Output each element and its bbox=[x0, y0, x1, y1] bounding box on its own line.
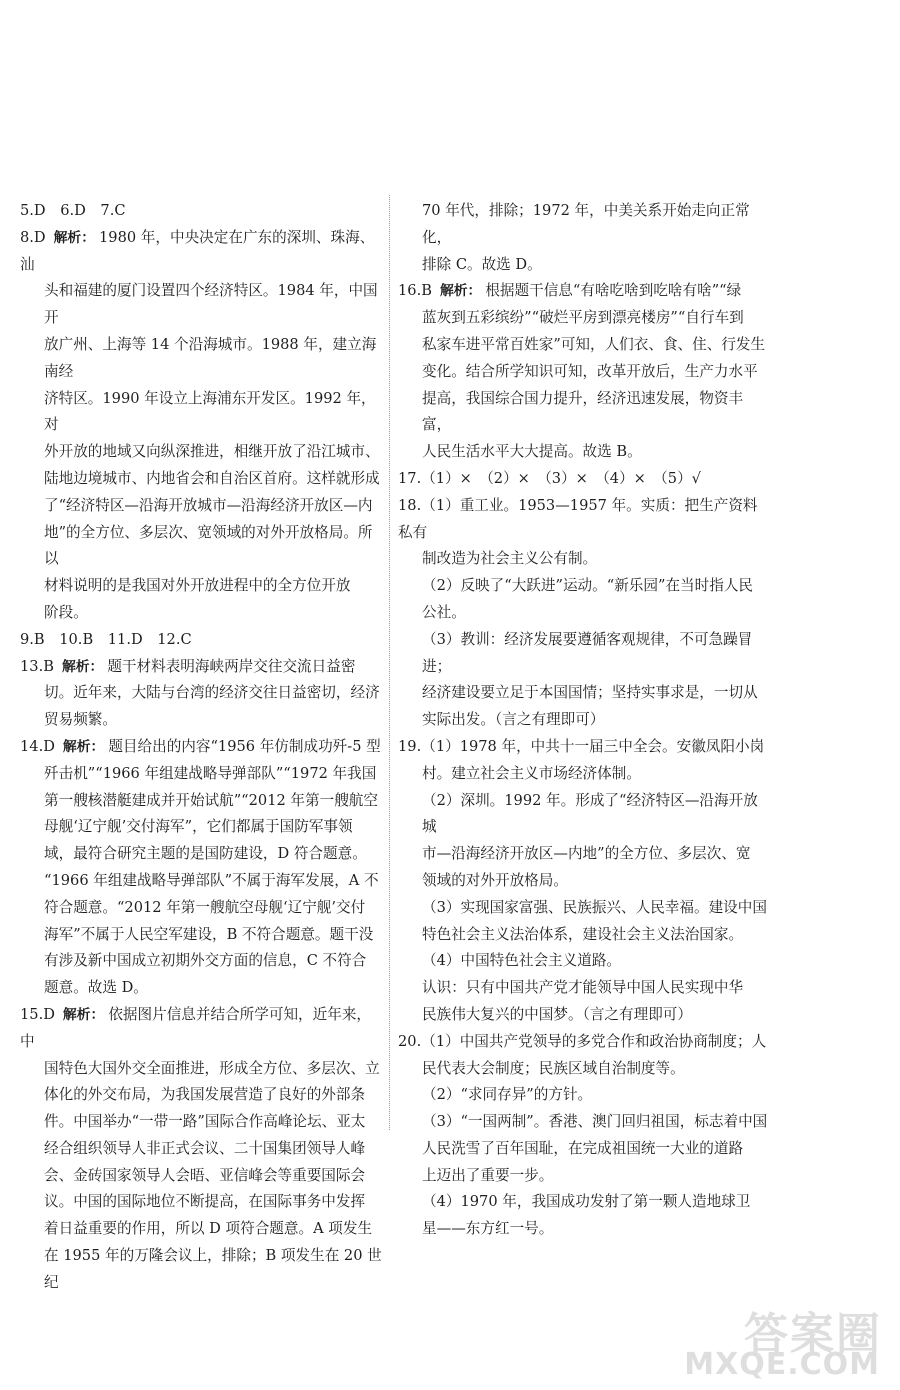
analysis-keyword: 解析： bbox=[62, 1006, 105, 1023]
answer-line: 会、金砖国家领导人会晤、亚信峰会等重要国际会 bbox=[44, 1166, 366, 1184]
answer-item-20 bbox=[398, 1029, 770, 1243]
answer-line: 有涉及新中国成立初期外交方面的信息，C 不符合 bbox=[44, 952, 367, 970]
answer-line: （3）实现国家富强、民族振兴、人民幸福。建设中国 bbox=[422, 898, 767, 916]
analysis-keyword: 解析： bbox=[439, 283, 482, 300]
answer-line: 排除 C。故选 D。 bbox=[422, 255, 542, 273]
answer-line: （3）教训：经济发展要遵循客观规律，不可急躁冒进； bbox=[422, 630, 753, 675]
answer-text: 1980 年，中央决定在广东的深圳、珠海、汕 bbox=[20, 228, 375, 273]
answer-line bbox=[398, 278, 770, 305]
answer-line: 母舰‘辽宁舰’交付海军”，它们都属于国防军事领 bbox=[44, 818, 353, 836]
answer-line: 海军”不属于人民空军建设，B 不符合题意。题干没 bbox=[44, 925, 374, 943]
answer-line: 符合题意。“2012 年第一艘航空母舰‘辽宁舰’交付 bbox=[44, 898, 366, 916]
column-divider bbox=[389, 195, 390, 1130]
answer-line: 切。近年来，大陆与台湾的经济交往日益密切，经济 bbox=[44, 684, 380, 702]
answer-line: （4）中国特色社会主义道路。 bbox=[422, 952, 622, 970]
answer-line: （3）“一国两制”。香港、澳门回归祖国，标志着中国 bbox=[422, 1113, 768, 1131]
answer-line: （2）反映了“大跃进”运动。“新乐园”在当时指人民 bbox=[422, 577, 754, 595]
analysis-keyword: 解析： bbox=[62, 738, 105, 755]
answer-line: 外开放的地域又向纵深推进，相继开放了沿江城市、 bbox=[44, 443, 380, 461]
answer-line bbox=[398, 1029, 770, 1056]
answer-line bbox=[398, 493, 770, 547]
answer-line: 民族伟大复兴的中国梦。（言之有理即可） bbox=[422, 1005, 692, 1023]
answer-item-16 bbox=[398, 278, 770, 466]
answer-line: （2）深圳。1992 年。形成了“经济特区—沿海开放城 bbox=[422, 791, 758, 836]
answer-line: 领域的对外开放格局。 bbox=[422, 871, 568, 889]
answer-line: 济特区。1990 年设立上海浦东开发区。1992 年，对 bbox=[44, 389, 376, 434]
answer-line: 17.（1）× （2）× （3）× （4）× （5）√ bbox=[398, 469, 701, 487]
watermark-text-en: MXQE.COM bbox=[684, 1347, 880, 1382]
answer-number: 13.B bbox=[20, 657, 54, 675]
answer-line: 认识：只有中国共产党才能领导中国人民实现中华 bbox=[422, 979, 744, 997]
answer-line: 贸易频繁。 bbox=[44, 711, 117, 729]
answer-line: 蓝灰到五彩缤纷”“破烂平房到漂亮楼房”“自行车到 bbox=[422, 309, 744, 327]
answer-line: 件。中国举办“一带一路”国际合作高峰论坛、亚太 bbox=[44, 1113, 366, 1131]
answer-line: 变化。结合所学知识可知，改革开放后，生产力水平 bbox=[422, 362, 758, 380]
answer-line: 实际出发。（言之有理即可） bbox=[422, 711, 605, 729]
answer-item-15 bbox=[20, 1002, 382, 1297]
answer-line: 了“经济特区—沿海开放城市—沿海经济开放区—内 bbox=[44, 496, 373, 514]
left-column bbox=[20, 198, 382, 1297]
answer-line: 人民洗雪了百年国耻，在完成祖国统一大业的道路 bbox=[422, 1139, 744, 1157]
answer-line: 第一艘核潜艇建成并开始试航”“2012 年第一艘航空 bbox=[44, 791, 378, 809]
answer-line: 市—沿海经济开放区—内地”的全方位、多层次、宽 bbox=[422, 845, 751, 863]
answer-text: （1）重工业。1953—1957 年。实质：把生产资料私有 bbox=[398, 496, 758, 541]
answer-line: 在 1955 年的万隆会议上，排除；B 项发生在 20 世纪 bbox=[44, 1247, 382, 1291]
answer-line bbox=[398, 734, 770, 761]
answer-line: 着日益重要的作用，所以 D 项符合题意。A 项发生 bbox=[44, 1220, 373, 1238]
analysis-keyword: 解析： bbox=[61, 658, 104, 675]
analysis-keyword: 解析： bbox=[53, 229, 96, 246]
answer-line: 头和福建的厦门设置四个经济特区。1984 年，中国开 bbox=[44, 282, 378, 327]
answer-line: 地”的全方位、多层次、宽领域的对外开放格局。所以 bbox=[44, 523, 373, 568]
answer-line: 人民生活水平大大提高。故选 B。 bbox=[422, 443, 642, 461]
answer-number: 8.D bbox=[20, 228, 46, 246]
answer-line: 9.B 10.B 11.D 12.C bbox=[20, 630, 192, 648]
answer-line: 私家车进平常百姓家”可知，人们衣、食、住、行发生 bbox=[422, 335, 766, 353]
answer-number: 16.B bbox=[398, 282, 432, 300]
answer-number: 20. bbox=[398, 1032, 422, 1050]
answer-line: 经济建设要立足于本国国情；坚持实事求是，一切从 bbox=[422, 684, 758, 702]
answer-item-14 bbox=[20, 734, 382, 1002]
answer-line: 5.D 6.D 7.C bbox=[20, 202, 126, 219]
answer-item-9-12 bbox=[20, 627, 382, 654]
answer-line bbox=[20, 225, 382, 279]
answer-line: 村。建立社会主义市场经济体制。 bbox=[422, 764, 641, 782]
answer-line: 公社。 bbox=[422, 603, 466, 621]
answer-text: 题干材料表明海峡两岸交往交流日益密 bbox=[107, 657, 356, 675]
answer-line bbox=[20, 654, 382, 681]
answer-item-8 bbox=[20, 225, 382, 627]
answer-number: 14.D bbox=[20, 737, 55, 755]
answer-line: （2）“求同存异”的方针。 bbox=[422, 1086, 593, 1104]
answer-line: 域，最符合研究主题的是国防建设，D 符合题意。 bbox=[44, 845, 367, 863]
answer-line: “1966 年组建战略导弹部队”不属于海军发展，A 不 bbox=[44, 871, 379, 889]
answer-line: 体化的外交布局，为我国发展营造了良好的外部条 bbox=[44, 1086, 366, 1104]
answer-item-17 bbox=[398, 466, 770, 493]
answer-line: （4）1970 年，我国成功发射了第一颗人造地球卫 bbox=[422, 1193, 751, 1211]
answer-number: 15.D bbox=[20, 1005, 55, 1023]
answer-line: 陆地边境城市、内地省会和自治区首府。这样就形成 bbox=[44, 469, 380, 487]
answer-item-18 bbox=[398, 493, 770, 734]
answer-line: 经合组织领导人非正式会议、二十国集团领导人峰 bbox=[44, 1139, 366, 1157]
answer-line: 制改造为社会主义公有制。 bbox=[422, 550, 598, 568]
answer-line: 70 年代，排除；1972 年，中美关系开始走向正常化， bbox=[422, 202, 750, 246]
answer-line: 放广州、上海等 14 个沿海城市。1988 年，建立海南经 bbox=[44, 335, 377, 380]
answer-line: 阶段。 bbox=[44, 603, 88, 621]
answer-line bbox=[20, 734, 382, 761]
answer-item-19 bbox=[398, 734, 770, 1029]
answer-line: 议。中国的国际地位不断提高，在国际事务中发挥 bbox=[44, 1193, 366, 1211]
answer-line: 民代表大会制度；民族区域自治制度等。 bbox=[422, 1059, 685, 1077]
answer-item-13 bbox=[20, 654, 382, 734]
answer-text: 根据题干信息“有啥吃啥到吃啥有啥”“绿 bbox=[485, 282, 742, 300]
answer-item-15-cont bbox=[398, 198, 770, 278]
answer-text: 依据图片信息并结合所学可知，近年来，中 bbox=[20, 1005, 372, 1050]
answer-line: 提高，我国综合国力提升，经济迅速发展，物资丰富， bbox=[422, 389, 744, 434]
answer-item-5-7 bbox=[20, 198, 382, 225]
answer-line bbox=[20, 1002, 382, 1056]
answer-text: （1）1978 年，中共十一届三中全会。安徽凤阳小岗 bbox=[421, 737, 765, 755]
answer-line: 国特色大国外交全面推进，形成全方位、多层次、立 bbox=[44, 1059, 380, 1077]
answer-line: 材料说明的是我国对外开放进程中的全方位开放 bbox=[44, 577, 351, 595]
answer-number: 18. bbox=[398, 496, 422, 514]
right-column bbox=[398, 198, 770, 1243]
answer-line: 题意。故选 D。 bbox=[44, 979, 148, 997]
answer-number: 19. bbox=[398, 737, 422, 755]
answer-line: 特色社会主义法治体系，建设社会主义法治国家。 bbox=[422, 925, 744, 943]
answer-line: 星——东方红一号。 bbox=[422, 1220, 554, 1238]
answer-text: （1）中国共产党领导的多党合作和政治协商制度；人 bbox=[421, 1032, 767, 1050]
watermark-logo bbox=[684, 1298, 886, 1382]
watermark-text-cn: 答案圈 bbox=[744, 1309, 882, 1360]
answer-text: 题目给出的内容“1956 年仿制成功歼-5 型 bbox=[108, 737, 381, 755]
answer-line: 上迈出了重要一步。 bbox=[422, 1166, 554, 1184]
answer-line: 歼击机”“1966 年组建战略导弹部队”“1972 年我国 bbox=[44, 764, 377, 782]
